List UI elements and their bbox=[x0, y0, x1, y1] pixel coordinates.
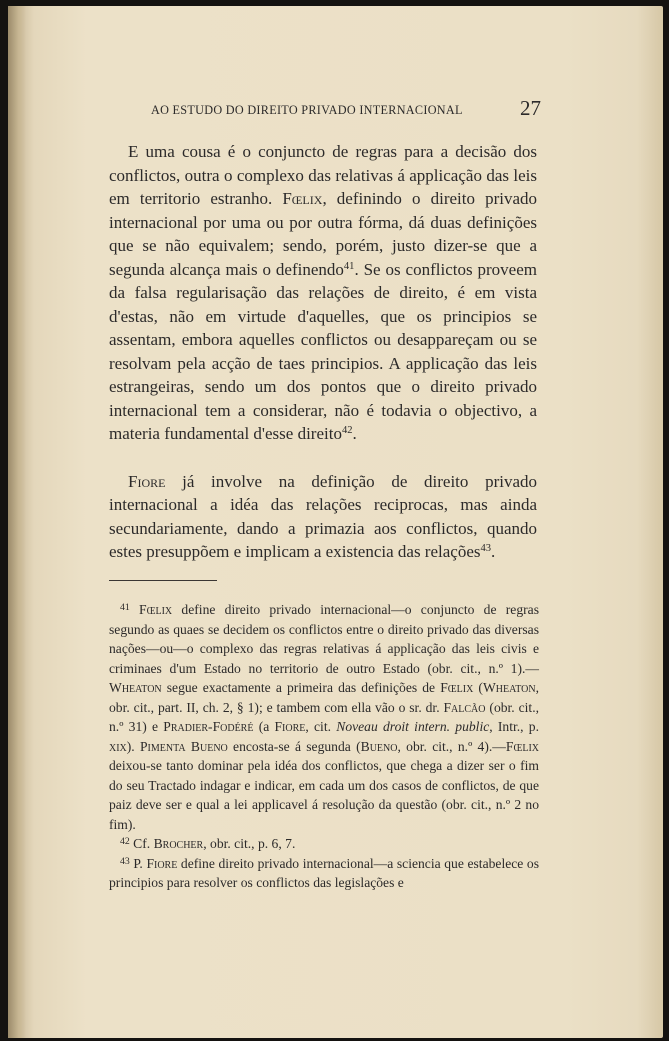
footnote-number: 43 bbox=[120, 855, 130, 867]
text-run: . bbox=[491, 542, 496, 561]
roman-numeral: xix bbox=[109, 738, 127, 754]
running-head: AO ESTUDO DO DIREITO PRIVADO INTERNACIONAL bbox=[151, 103, 463, 117]
footnotes bbox=[109, 600, 539, 893]
page-header bbox=[151, 96, 541, 120]
author-name: Fiore bbox=[146, 855, 178, 871]
text-run: já involve na definição de direito privado internacional a idéa das relações reciprocas, mas ainda secundariamente, dando a primazia aos conflictos, quando estes presuppõem e implicam a existencia das relações bbox=[109, 471, 537, 561]
text-run: , cit. bbox=[305, 719, 337, 734]
author-name: Fœlix bbox=[139, 602, 173, 617]
author-name: Pradier-Fodéré bbox=[163, 719, 254, 734]
text-run: E uma cousa é o conjuncto de regras para a decisão dos conflictos, outra o complexo das relativas á applicação das leis em territorio estranho. bbox=[109, 142, 537, 208]
text-run: deixou-se tanto dominar pela idéa dos conflictos, que chega a dizer ser o fim do seu Tractado indagar e indicar, em cada um dos casos de conflictos, de que paiz deve ser e qual a lei applicavel á resolução da questão (obr. cit., n.º 2 no fim). bbox=[109, 758, 539, 832]
page-number: 27 bbox=[520, 96, 541, 120]
footnote-ref-43: 43 bbox=[480, 543, 492, 555]
text-run: encosta-se á segunda ( bbox=[227, 738, 361, 754]
text-run: ). bbox=[126, 738, 140, 754]
author-name: Wheaton bbox=[482, 680, 536, 695]
footnote-ref-41: 41 bbox=[343, 260, 355, 272]
author-name: Fiore bbox=[128, 471, 166, 491]
text-run: , obr. cit., part. II, ch. 2, § 1); e tambem com ella vão o sr. dr. bbox=[109, 680, 539, 715]
text-run: , obr. cit., p. 6, 7. bbox=[203, 836, 296, 851]
author-name: Fiore bbox=[274, 719, 306, 734]
paragraph-1 bbox=[109, 140, 537, 446]
text-run: (obr. cit., n.º 31) e bbox=[109, 699, 539, 734]
footnote-separator bbox=[109, 580, 217, 581]
footnote-43 bbox=[109, 854, 539, 893]
text-run: . Se os conflictos proveem da falsa regularisação das relações de direito, é em vista d'estas, não em virtude d'aquelles, que os principios se assentam, embora aquelles conflictos ou desappareçam ou se resolvam pela acção de taes principios. A applicação das leis estrangeiras, sendo um dos pontos que o direito privado internacional tem a considerar, não é todavia o objectivo, a materia fundamental d'esse direito bbox=[109, 259, 537, 443]
author-name: Fœlix bbox=[440, 680, 474, 695]
text-run: define direito privado internacional—o conjuncto de regras segundo as quaes se decidem os conflictos entre o direito privado das diversas nações—ou—o complexo das regras relativas á applicação das leis civis e criminaes d'um Estado no territorio de outro Estado (obr. cit., n.º 1).— bbox=[109, 602, 539, 676]
author-name: Pimenta Bueno bbox=[140, 738, 228, 754]
text-run: , obr. cit., n.º 4).— bbox=[397, 738, 506, 754]
footnote-number: 41 bbox=[120, 602, 130, 614]
author-name: Fœlix bbox=[282, 189, 323, 208]
author-name: Falcão bbox=[443, 699, 486, 715]
book-title: Noveau droit intern. public bbox=[336, 719, 490, 734]
text-run: Cf. bbox=[129, 836, 154, 851]
author-name: Bueno bbox=[360, 738, 398, 754]
text-run: (a bbox=[253, 719, 275, 734]
page-gutter-shadow bbox=[8, 6, 26, 1038]
main-text bbox=[109, 140, 537, 564]
author-name: Brocher bbox=[153, 836, 204, 851]
text-run: P. bbox=[129, 855, 147, 871]
paragraph-2 bbox=[109, 470, 537, 564]
footnote-ref-42: 42 bbox=[341, 425, 353, 437]
text-run: segue exactamente a primeira das definições de bbox=[161, 680, 441, 695]
footnote-41 bbox=[109, 600, 539, 834]
text-run: , definindo o direito privado internacional por uma ou por outra fórma, dá duas definições que se não equivalem; sendo, porém, justo dizer-se que a segunda alcança mais o definendo bbox=[109, 189, 538, 279]
footnote-42 bbox=[109, 834, 539, 854]
author-name: Wheaton bbox=[109, 680, 162, 695]
text-run: , Intr., p. bbox=[489, 719, 539, 734]
footnote-number: 42 bbox=[120, 836, 130, 848]
text-run: ( bbox=[473, 680, 483, 695]
text-run: define direito privado internacional—a sciencia que estabelece os principios para resolver os conflictos das legislações e bbox=[109, 855, 540, 890]
text-run: . bbox=[352, 424, 357, 443]
author-name: Fœlix bbox=[505, 738, 540, 754]
